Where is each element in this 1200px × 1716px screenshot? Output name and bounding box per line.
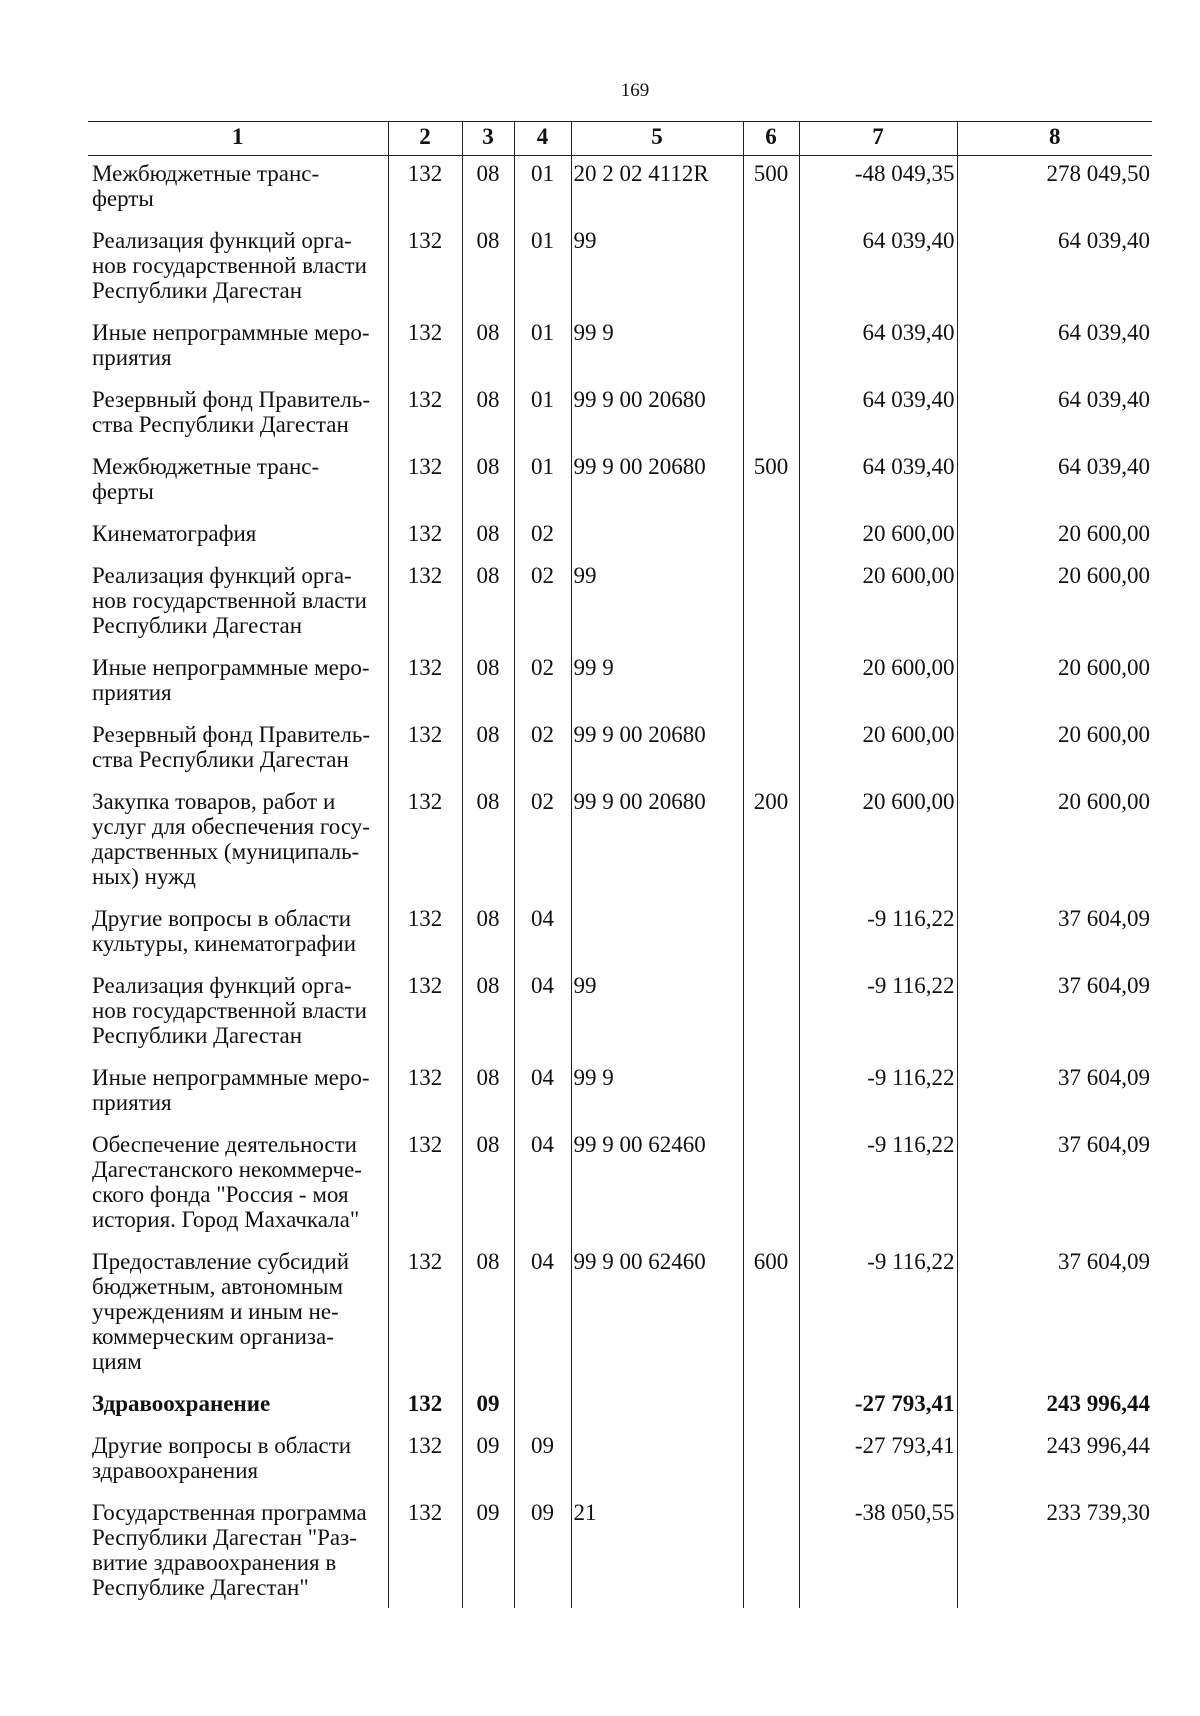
change-amount-cell: 64 039,40: [799, 449, 957, 516]
table-row: [88, 650, 1152, 717]
row-name-cell: [88, 1060, 388, 1127]
section-code-cell: 08: [462, 223, 514, 315]
expense-type-cell: [743, 901, 799, 968]
table-row: [88, 1495, 1152, 1608]
change-amount-cell: 20 600,00: [799, 717, 957, 784]
total-amount-cell: 243 996,44: [957, 1428, 1152, 1495]
row-name-line: приятия: [92, 680, 172, 705]
row-name-line: ферты: [92, 479, 154, 504]
subsection-code-cell: 04: [514, 968, 571, 1060]
row-name-line: Республики Дагестан: [92, 1023, 302, 1048]
row-name-cell: [88, 1386, 388, 1428]
subsection-code-cell: 01: [514, 315, 571, 382]
total-amount-cell: 64 039,40: [957, 449, 1152, 516]
target-article-cell: 99 9 00 62460: [571, 1127, 743, 1244]
row-name-line: витие здравоохранения в: [92, 1550, 337, 1575]
change-amount-cell: -9 116,22: [799, 1244, 957, 1386]
total-amount-cell: 37 604,09: [957, 1244, 1152, 1386]
table-row: [88, 1244, 1152, 1386]
row-name-line: Республики Дагестан: [92, 278, 302, 303]
section-code-cell: 08: [462, 156, 514, 224]
expense-type-cell: [743, 558, 799, 650]
row-name-line: Здравоохранение: [92, 1391, 271, 1416]
target-article-cell: 99 9 00 62460: [571, 1244, 743, 1386]
admin-code-cell: 132: [388, 1127, 462, 1244]
admin-code-cell: 132: [388, 650, 462, 717]
expense-type-cell: [743, 1386, 799, 1428]
subsection-code-cell: 01: [514, 223, 571, 315]
table-row: [88, 315, 1152, 382]
target-article-cell: 21: [571, 1495, 743, 1608]
section-code-cell: 08: [462, 558, 514, 650]
section-code-cell: 09: [462, 1428, 514, 1495]
change-amount-cell: -38 050,55: [799, 1495, 957, 1608]
target-article-cell: 99 9 00 20680: [571, 382, 743, 449]
target-article-cell: 99: [571, 223, 743, 315]
change-amount-cell: 64 039,40: [799, 315, 957, 382]
section-code-cell: 08: [462, 1244, 514, 1386]
row-name-line: ства Республики Дагестан: [92, 747, 349, 772]
target-article-cell: [571, 1386, 743, 1428]
table-row: [88, 156, 1152, 224]
table-header-row: [88, 122, 1152, 156]
column-header: 8: [957, 122, 1152, 156]
subsection-code-cell: 02: [514, 516, 571, 558]
expense-type-cell: 500: [743, 449, 799, 516]
table-row: [88, 223, 1152, 315]
total-amount-cell: 20 600,00: [957, 558, 1152, 650]
change-amount-cell: 20 600,00: [799, 650, 957, 717]
column-header: 7: [799, 122, 957, 156]
row-name-line: Кинематография: [92, 521, 257, 546]
row-name-line: Государственная программа: [92, 1500, 367, 1525]
expense-type-cell: [743, 1127, 799, 1244]
change-amount-cell: 64 039,40: [799, 223, 957, 315]
row-name-line: культуры, кинематографии: [92, 931, 357, 956]
expense-type-cell: [743, 1060, 799, 1127]
row-name-cell: [88, 968, 388, 1060]
row-name-cell: [88, 449, 388, 516]
subsection-code-cell: 01: [514, 449, 571, 516]
row-name-line: Межбюджетные транс-: [92, 454, 320, 479]
row-name-line: Реализация функций орга-: [92, 563, 352, 588]
subsection-code-cell: 04: [514, 1127, 571, 1244]
row-name-cell: [88, 382, 388, 449]
row-name-line: Межбюджетные транс-: [92, 161, 320, 186]
expense-type-cell: [743, 1495, 799, 1608]
expense-type-cell: 200: [743, 784, 799, 901]
row-name-cell: [88, 1244, 388, 1386]
total-amount-cell: 20 600,00: [957, 650, 1152, 717]
subsection-code-cell: 02: [514, 650, 571, 717]
expense-type-cell: 600: [743, 1244, 799, 1386]
subsection-code-cell: 09: [514, 1428, 571, 1495]
total-amount-cell: 20 600,00: [957, 784, 1152, 901]
target-article-cell: 99 9: [571, 650, 743, 717]
subsection-code-cell: 02: [514, 717, 571, 784]
admin-code-cell: 132: [388, 1386, 462, 1428]
row-name-cell: [88, 315, 388, 382]
total-amount-cell: 233 739,30: [957, 1495, 1152, 1608]
change-amount-cell: 20 600,00: [799, 516, 957, 558]
table-row: [88, 1060, 1152, 1127]
expense-type-cell: [743, 1428, 799, 1495]
row-name-line: Обеспечение деятельности: [92, 1132, 357, 1157]
section-code-cell: 08: [462, 315, 514, 382]
total-amount-cell: 37 604,09: [957, 1127, 1152, 1244]
row-name-line: Предоставление субсидий: [92, 1249, 349, 1274]
admin-code-cell: 132: [388, 1244, 462, 1386]
row-name-line: Иные непрограммные меро-: [92, 1065, 370, 1090]
table-row: [88, 1428, 1152, 1495]
total-amount-cell: 20 600,00: [957, 516, 1152, 558]
subsection-code-cell: 02: [514, 784, 571, 901]
row-name-line: Республики Дагестан "Раз-: [92, 1525, 357, 1550]
row-name-line: нов государственной власти: [92, 253, 367, 278]
expense-type-cell: [743, 223, 799, 315]
row-name-cell: [88, 223, 388, 315]
row-name-cell: [88, 650, 388, 717]
column-header: 3: [462, 122, 514, 156]
section-code-cell: 09: [462, 1495, 514, 1608]
section-code-cell: 08: [462, 382, 514, 449]
row-name-line: Закупка товаров, работ и: [92, 789, 336, 814]
table-row: [88, 1127, 1152, 1244]
admin-code-cell: 132: [388, 223, 462, 315]
table-row: [88, 558, 1152, 650]
row-name-line: Резервный фонд Правитель-: [92, 387, 370, 412]
change-amount-cell: -48 049,35: [799, 156, 957, 224]
admin-code-cell: 132: [388, 516, 462, 558]
expense-type-cell: [743, 968, 799, 1060]
section-code-cell: 08: [462, 1060, 514, 1127]
row-name-line: учреждениям и иным не-: [92, 1299, 339, 1324]
row-name-line: ферты: [92, 186, 154, 211]
admin-code-cell: 132: [388, 315, 462, 382]
table-row: [88, 968, 1152, 1060]
section-code-cell: 09: [462, 1386, 514, 1428]
row-name-line: история. Город Махачкала": [92, 1207, 360, 1232]
row-name-line: нов государственной власти: [92, 998, 367, 1023]
row-name-cell: [88, 717, 388, 784]
row-name-line: нов государственной власти: [92, 588, 367, 613]
expense-type-cell: [743, 650, 799, 717]
section-code-cell: 08: [462, 717, 514, 784]
expense-type-cell: [743, 516, 799, 558]
expense-type-cell: [743, 382, 799, 449]
target-article-cell: 99: [571, 558, 743, 650]
row-name-line: Республики Дагестан: [92, 613, 302, 638]
table-row: [88, 382, 1152, 449]
subsection-code-cell: 04: [514, 1060, 571, 1127]
table-row: [88, 516, 1152, 558]
row-name-line: бюджетным, автономным: [92, 1274, 344, 1299]
change-amount-cell: 20 600,00: [799, 784, 957, 901]
admin-code-cell: 132: [388, 156, 462, 224]
section-code-cell: 08: [462, 516, 514, 558]
total-amount-cell: 20 600,00: [957, 717, 1152, 784]
total-amount-cell: 64 039,40: [957, 315, 1152, 382]
row-name-cell: [88, 558, 388, 650]
change-amount-cell: 20 600,00: [799, 558, 957, 650]
row-name-line: ства Республики Дагестан: [92, 412, 349, 437]
table-row: [88, 717, 1152, 784]
admin-code-cell: 132: [388, 558, 462, 650]
column-header: 1: [88, 122, 388, 156]
section-code-cell: 08: [462, 650, 514, 717]
row-name-cell: [88, 1127, 388, 1244]
expense-type-cell: 500: [743, 156, 799, 224]
row-name-line: Другие вопросы в области: [92, 906, 352, 931]
subsection-code-cell: 01: [514, 382, 571, 449]
row-name-line: Дагестанского некоммерче-: [92, 1157, 362, 1182]
subsection-code-cell: 04: [514, 1244, 571, 1386]
target-article-cell: 99 9 00 20680: [571, 717, 743, 784]
expense-type-cell: [743, 717, 799, 784]
column-header: 4: [514, 122, 571, 156]
total-amount-cell: 37 604,09: [957, 1060, 1152, 1127]
row-name-cell: [88, 1495, 388, 1608]
row-name-line: Иные непрограммные меро-: [92, 320, 370, 345]
row-name-line: циям: [92, 1349, 142, 1374]
row-name-cell: [88, 1428, 388, 1495]
row-name-line: дарственных (муниципаль-: [92, 839, 360, 864]
target-article-cell: 99 9: [571, 1060, 743, 1127]
row-name-cell: [88, 901, 388, 968]
change-amount-cell: -9 116,22: [799, 968, 957, 1060]
row-name-line: услуг для обеспечения госу-: [92, 814, 370, 839]
total-amount-cell: 278 049,50: [957, 156, 1152, 224]
row-name-line: ского фонда "Россия - моя: [92, 1182, 349, 1207]
row-name-line: приятия: [92, 1090, 172, 1115]
row-name-line: приятия: [92, 345, 172, 370]
row-name-line: Реализация функций орга-: [92, 973, 352, 998]
admin-code-cell: 132: [388, 784, 462, 901]
change-amount-cell: 64 039,40: [799, 382, 957, 449]
subsection-code-cell: [514, 1386, 571, 1428]
total-amount-cell: 64 039,40: [957, 382, 1152, 449]
row-name-cell: [88, 156, 388, 224]
row-name-cell: [88, 516, 388, 558]
section-code-cell: 08: [462, 1127, 514, 1244]
change-amount-cell: -9 116,22: [799, 1127, 957, 1244]
section-code-cell: 08: [462, 968, 514, 1060]
subsection-code-cell: 04: [514, 901, 571, 968]
row-name-line: Иные непрограммные меро-: [92, 655, 370, 680]
target-article-cell: 99 9 00 20680: [571, 784, 743, 901]
section-code-cell: 08: [462, 901, 514, 968]
budget-table: [88, 121, 1152, 1608]
admin-code-cell: 132: [388, 717, 462, 784]
change-amount-cell: -27 793,41: [799, 1428, 957, 1495]
target-article-cell: 99: [571, 968, 743, 1060]
column-header: 6: [743, 122, 799, 156]
admin-code-cell: 132: [388, 1428, 462, 1495]
change-amount-cell: -9 116,22: [799, 901, 957, 968]
total-amount-cell: 64 039,40: [957, 223, 1152, 315]
admin-code-cell: 132: [388, 382, 462, 449]
column-header: 5: [571, 122, 743, 156]
target-article-cell: 20 2 02 4112R: [571, 156, 743, 224]
section-code-cell: 08: [462, 449, 514, 516]
subsection-code-cell: 02: [514, 558, 571, 650]
expense-type-cell: [743, 315, 799, 382]
total-amount-cell: 37 604,09: [957, 901, 1152, 968]
row-name-line: здравоохранения: [92, 1458, 259, 1483]
target-article-cell: 99 9 00 20680: [571, 449, 743, 516]
page-number: 169: [620, 80, 650, 101]
admin-code-cell: 132: [388, 901, 462, 968]
table-row: [88, 449, 1152, 516]
total-amount-cell: 243 996,44: [957, 1386, 1152, 1428]
target-article-cell: [571, 1428, 743, 1495]
section-code-cell: 08: [462, 784, 514, 901]
subsection-code-cell: 01: [514, 156, 571, 224]
change-amount-cell: -9 116,22: [799, 1060, 957, 1127]
admin-code-cell: 132: [388, 968, 462, 1060]
admin-code-cell: 132: [388, 1495, 462, 1608]
row-name-line: ных) нужд: [92, 864, 196, 889]
row-name-cell: [88, 784, 388, 901]
subsection-code-cell: 09: [514, 1495, 571, 1608]
admin-code-cell: 132: [388, 1060, 462, 1127]
row-name-line: коммерческим организа-: [92, 1324, 334, 1349]
change-amount-cell: -27 793,41: [799, 1386, 957, 1428]
target-article-cell: [571, 901, 743, 968]
total-amount-cell: 37 604,09: [957, 968, 1152, 1060]
admin-code-cell: 132: [388, 449, 462, 516]
row-name-line: Другие вопросы в области: [92, 1433, 352, 1458]
target-article-cell: [571, 516, 743, 558]
table-row: [88, 784, 1152, 901]
table-row: [88, 901, 1152, 968]
table-row: [88, 1386, 1152, 1428]
target-article-cell: 99 9: [571, 315, 743, 382]
row-name-line: Республике Дагестан": [92, 1575, 309, 1600]
row-name-line: Реализация функций орга-: [92, 228, 352, 253]
row-name-line: Резервный фонд Правитель-: [92, 722, 370, 747]
column-header: 2: [388, 122, 462, 156]
